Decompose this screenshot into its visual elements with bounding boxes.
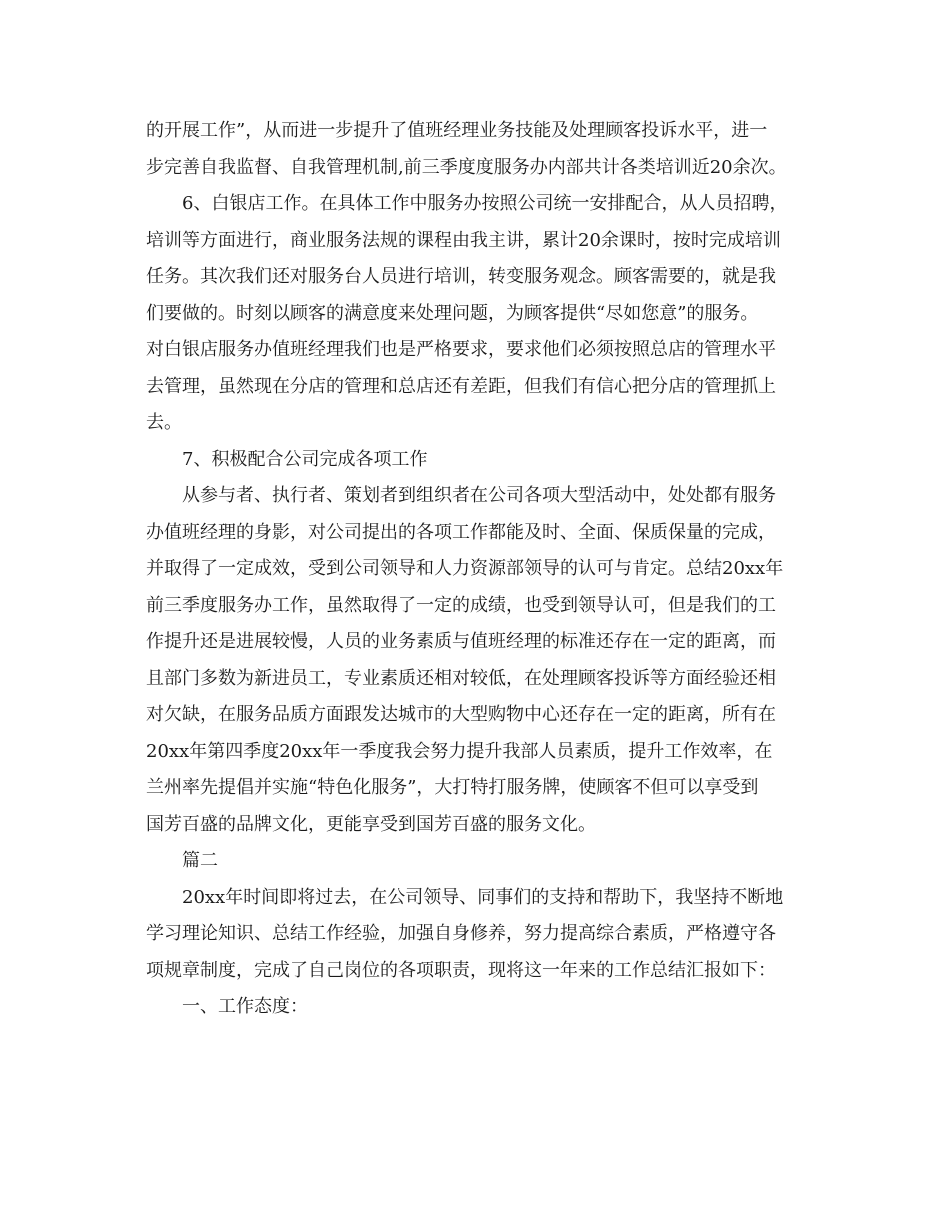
text-line: 对欠缺，在服务品质方面跟发达城市的大型购物中心还存在一定的距离，所有在	[146, 704, 776, 725]
text-line: 从参与者、执行者、策划者到组织者在公司各项大型活动中，处处都有服务	[182, 485, 776, 506]
text-line: 学习理论知识、总结工作经验，加强自身修养，努力提高综合素质，严格遵守各	[146, 923, 776, 944]
section-heading: 7、积极配合公司完成各项工作	[182, 448, 428, 470]
section-heading: 一、工作态度：	[182, 996, 308, 1017]
text-line: 6、白银店工作。在具体工作中服务办按照公司统一安排配合，从人员招聘，	[182, 193, 788, 214]
text-line: 的开展工作”，从而进一步提升了值班经理业务技能及处理顾客投诉水平，进一	[146, 120, 768, 141]
text-line: 作提升还是进展较慢，人员的业务素质与值班经理的标准还存在一定的距离，而	[146, 631, 776, 652]
text-line: 兰州率先提倡并实施“特色化服务”，大打特打服务牌，使顾客不但可以享受到	[146, 777, 759, 798]
text-line: 去管理，虽然现在分店的管理和总店还有差距，但我们有信心把分店的管理抓上	[146, 375, 776, 397]
text-line: 办值班经理的身影，对公司提出的各项工作都能及时、全面、保质保量的完成，	[146, 521, 776, 543]
document-body	[146, 113, 811, 1026]
text-line: 培训等方面进行，商业服务法规的课程由我主讲，累计20余课时，按时完成培训	[146, 229, 781, 251]
text-line: 项规章制度，完成了自己岗位的各项职责，现将这一年来的工作总结汇报如下：	[146, 959, 776, 981]
text-line: 20xx年时间即将过去，在公司领导、同事们的支持和帮助下，我坚持不断地	[182, 886, 784, 908]
text-line: 20xx年第四季度20xx年一季度我会努力提升我部人员素质，提升工作效率，在	[146, 740, 773, 762]
section-heading: 篇二	[182, 850, 218, 871]
text-line: 前三季度服务办工作，虽然取得了一定的成绩，也受到领导认可，但是我们的工	[146, 594, 776, 616]
text-line: 步完善自我监督、自我管理机制,前三季度度服务办内部共计各类培训近20余次。	[146, 156, 787, 178]
text-line: 去。	[146, 412, 182, 433]
text-line: 对白银店服务办值班经理我们也是严格要求，要求他们必须按照总店的管理水平	[146, 339, 776, 360]
text-line: 国芳百盛的品牌文化，更能享受到国芳百盛的服务文化。	[146, 813, 596, 835]
text-line: 并取得了一定成效，受到公司领导和人力资源部领导的认可与肯定。总结20xx年	[146, 558, 784, 579]
text-line: 且部门多数为新进员工，专业素质还相对较低，在处理顾客投诉等方面经验还相	[146, 667, 776, 689]
text-line: 任务。其次我们还对服务台人员进行培训，转变服务观念。顾客需要的，就是我	[146, 266, 776, 287]
text-line: 们要做的。时刻以顾客的满意度来处理问题，为顾客提供“尽如您意”的服务。	[146, 302, 759, 324]
